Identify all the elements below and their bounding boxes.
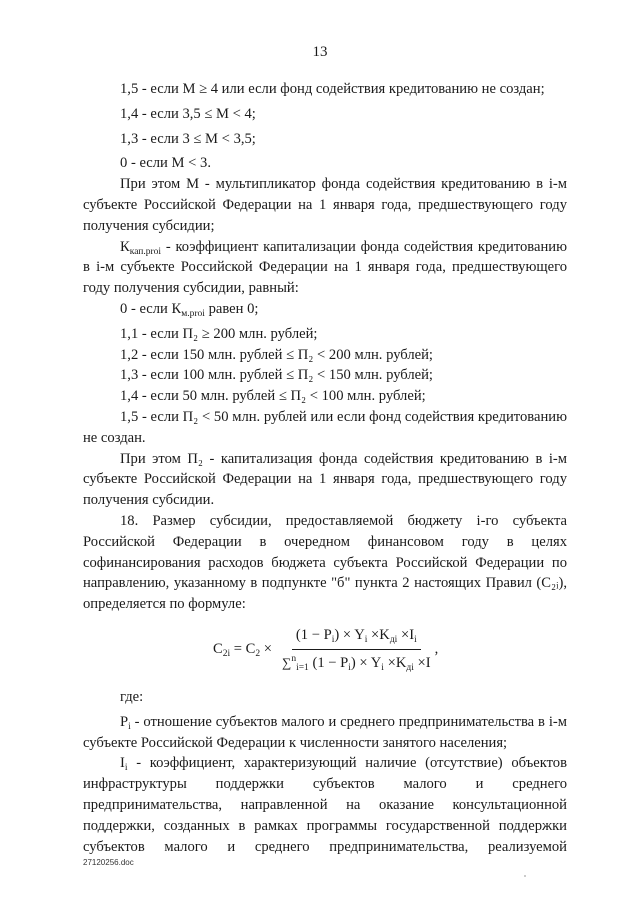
condition-line: 1,5 - если М ≥ 4 или если фонд содействия кредитованию не создан; [120, 81, 545, 97]
symbol-subscript: i [128, 721, 131, 732]
condition-line: 1,3 - если 100 млн. рублей ≤ П₂ < 150 млн. рублей; [120, 367, 433, 384]
condition-line: 1,2 - если 150 млн. рублей ≤ П₂ < 200 млн. рублей; [120, 346, 433, 363]
formula-denominator: ∑$^n_{i=1}$ $(1 - P_i) \times Y_i \times K_{дi} \times I$ [282, 653, 431, 673]
sum-symbol: ∑ [282, 654, 292, 670]
scan-speck [524, 875, 526, 877]
definition-text: - коэффициент капитализации фонда содействия кредитованию в i-м субъекте Российской Федерации на 1 января года, предшествующего году получения субсидии, равный: [83, 238, 567, 297]
symbol: К [120, 238, 130, 255]
where-label: где: [120, 688, 144, 705]
subsidy-formula [213, 625, 438, 674]
condition-line: 1,5 - если П₂ < 50 млн. рублей или если фонд содействия кредитованию не создан. [83, 408, 567, 446]
definition-paragraph [83, 712, 567, 754]
paragraph: При этом П₂ - капитализация фонда содействия кредитованию в i-м субъекте Российской Федерации на 1 января года, предшествующего году получения субсидии. [83, 450, 567, 509]
paragraph: При этом М - мультипликатор фонда содействия кредитованию в i-м субъекте Российской Федерации на 1 января года, предшествующего году получения субсидии; [83, 176, 567, 234]
condition-line [83, 299, 567, 320]
symbol-subscript: м.prоi [181, 308, 205, 319]
definition-paragraph [83, 753, 567, 857]
document-body [83, 79, 567, 857]
definition-text: - коэффициент, характеризующий наличие (отсутствие) объектов инфраструктуры поддержки субъектов малого и среднего предпринимательства, направленной на оказание консультационной поддержки, созданных в рамках программы государственной поддержки субъектов малого и среднего предпринимательства, реализуемой [83, 755, 567, 855]
section-paragraph: 18. Размер субсидии, предоставляемой бюджету i-го субъекта Российской Федерации в очередном финансовом году в целях софинансирования расходов бюджета субъекта Российской Федерации по направлению, указанному в подпункте "б" пункта 2 настоящих Правил (С₂ᵢ), определяется по формуле: [83, 512, 567, 613]
symbol: I [120, 755, 125, 772]
page-number: 13 [312, 44, 328, 60]
condition-line: 1,1 - если П₂ ≥ 200 млн. рублей; [120, 325, 318, 342]
condition-line: 1,4 - если 50 млн. рублей ≤ П₂ < 100 млн. рублей; [120, 388, 426, 405]
symbol-subscript: кап.prоi [129, 246, 162, 257]
definition-paragraph [83, 237, 567, 299]
definition-text: - отношение субъектов малого и среднего предпринимательства в i-м субъекте Российской Федерации к численности занятого населения; [83, 713, 567, 751]
condition-text: равен 0; [204, 300, 259, 317]
condition-text: 0 - если К [120, 300, 182, 317]
formula-numerator: $(1 - P_i) \times Y_i \times K_{дi} \times I_i$ [292, 625, 421, 650]
condition-line: 1,4 - если 3,5 ≤ М < 4; [120, 105, 256, 122]
formula-lhs: $C_{2i} = C_2$ × [213, 640, 273, 659]
symbol-subscript: i [124, 763, 128, 774]
formula-trailing-comma: , [434, 640, 439, 657]
formula-block [83, 621, 567, 683]
condition-line: 1,3 - если 3 ≤ М < 3,5; [120, 130, 256, 147]
formula-fraction [278, 625, 435, 674]
footer-filename: 27120256.doc [83, 858, 134, 867]
symbol: P [120, 713, 129, 730]
condition-line: 0 - если М < 3. [120, 155, 211, 172]
